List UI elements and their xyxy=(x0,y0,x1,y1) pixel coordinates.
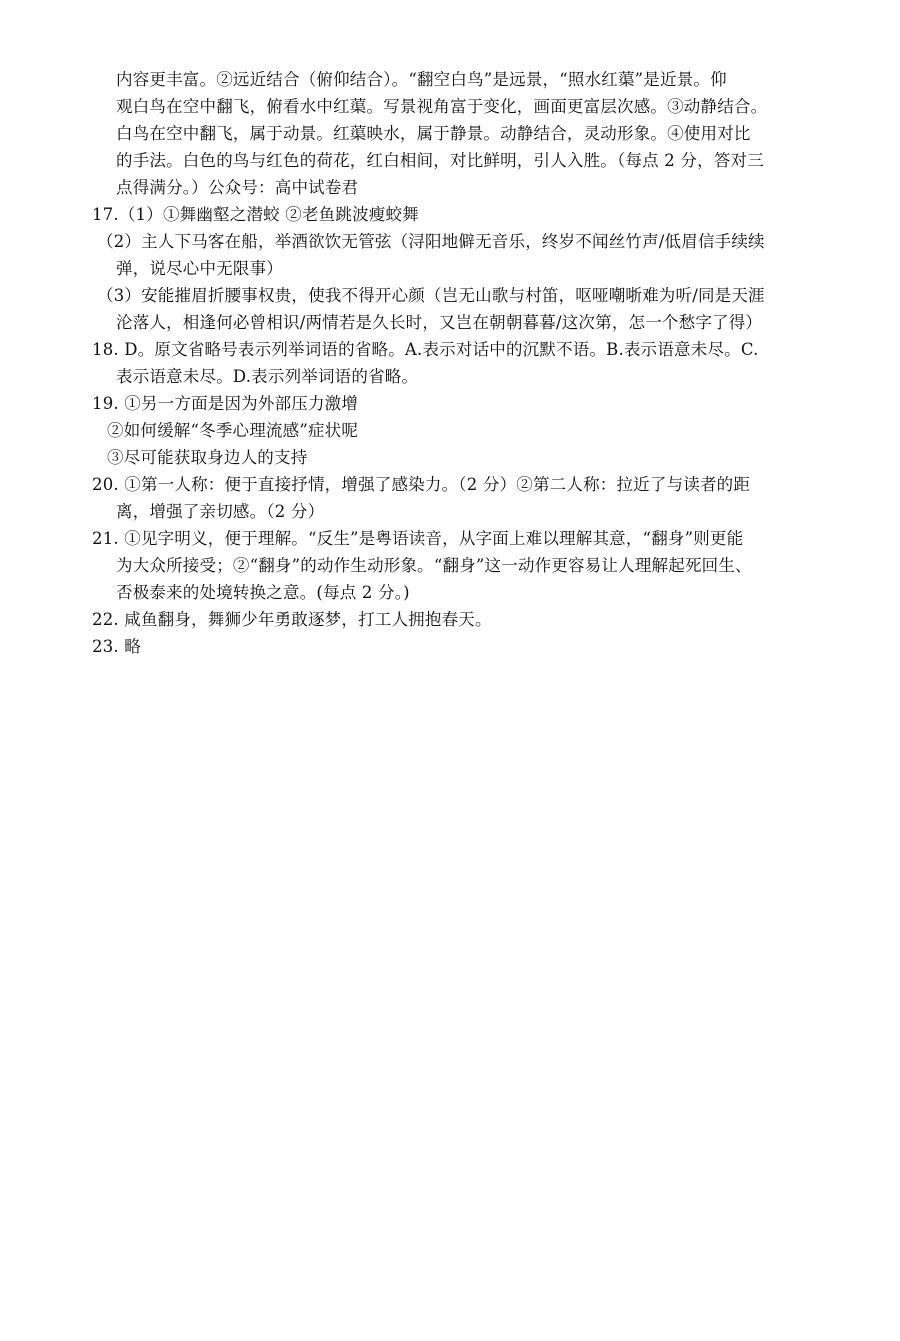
q16-answer-line-3: 白鸟在空中翻飞，属于动景。红蕖映水，属于静景。动静结合，灵动形象。④使用对比 xyxy=(116,124,751,143)
q21-answer-line-2: 为大众所接受；②“翻身”的动作生动形象。“翻身”这一动作更容易让人理解起死回生、 xyxy=(116,556,752,575)
q18-answer-line-1: 18. D。原文省略号表示列举词语的省略。A.表示对话中的沉默不语。B.表示语意未尽。C. xyxy=(92,340,759,359)
q20-answer-line-2: 离，增强了亲切感。（2 分） xyxy=(116,502,325,521)
q16-answer-line-4: 的手法。白色的鸟与红色的荷花，红白相间，对比鲜明，引人入胜。（每点 2 分，答对三 xyxy=(116,151,764,170)
q23-answer: 23. 略 xyxy=(92,637,141,656)
q16-answer-line-1: 内容更丰富。②远近结合（俯仰结合）。“翻空白鸟”是远景，“照水红蕖”是近景。仰 xyxy=(116,70,727,89)
q18-answer-line-2: 表示语意未尽。D.表示列举词语的省略。 xyxy=(116,367,419,386)
q22-answer: 22. 咸鱼翻身，舞狮少年勇敢逐梦，打工人拥抱春天。 xyxy=(92,610,492,629)
q16-answer-line-2: 观白鸟在空中翻飞，俯看水中红蕖。写景视角富于变化，画面更富层次感。③动静结合。 xyxy=(116,97,768,116)
q17-answer-part-2-line-1: （2）主人下马客在船，举酒欲饮无管弦（浔阳地僻无音乐，终岁不闻丝竹声/低眉信手续续 xyxy=(97,232,765,251)
q16-answer-line-5: 点得满分。）公众号：高中试卷君 xyxy=(116,178,359,197)
q17-answer-part-3-line-2: 沦落人，相逢何必曾相识/两情若是久长时，又岂在朝朝暮暮/这次第，怎一个愁字了得） xyxy=(116,313,763,332)
q17-answer-part-3-line-1: （3）安能摧眉折腰事权贵，使我不得开心颜（岂无山歌与村笛，呕哑嘲哳难为听/同是天涯 xyxy=(97,286,765,305)
q17-answer-part-1: 17.（1）①舞幽壑之潜蛟 ②老鱼跳波瘦蛟舞 xyxy=(92,205,419,224)
q19-answer-item-3: ③尽可能获取身边人的支持 xyxy=(107,448,308,467)
q17-answer-part-2-line-2: 弹，说尽心中无限事） xyxy=(116,259,283,278)
q19-answer-item-2: ②如何缓解“冬季心理流感”症状呢 xyxy=(107,421,359,440)
q20-answer-line-1: 20. ①第一人称：便于直接抒情，增强了感染力。（2 分）②第二人称：拉近了与读者的距 xyxy=(92,475,751,494)
q19-answer-item-1: 19. ①另一方面是因为外部压力激增 xyxy=(92,394,359,413)
q21-answer-line-1: 21. ①见字明义，便于理解。“反生”是粤语读音，从字面上难以理解其意，“翻身”则更能 xyxy=(92,529,744,548)
q21-answer-line-3: 否极泰来的处境转换之意。(每点 2 分。) xyxy=(116,583,410,602)
